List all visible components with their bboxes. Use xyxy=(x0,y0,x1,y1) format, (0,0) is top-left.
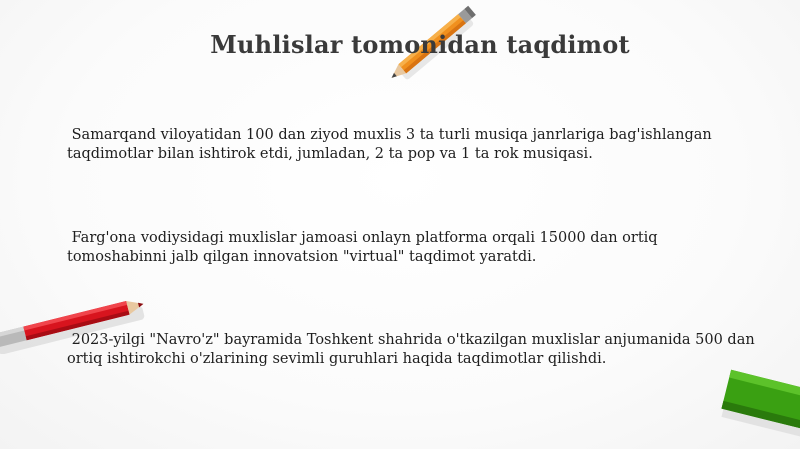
paragraph-fargona: Farg'ona vodiysidagi muxlislar jamoasi onlayn platforma orqali 15000 dan ortiq tomoshabinni jalb qilgan innovatsion "virtual" taqdimot yaratdi. xyxy=(67,230,663,265)
green-eraser-icon xyxy=(716,368,800,438)
paragraph-navroz: 2023-yilgi "Navro'z" bayramida Toshkent shahrida o'tkazilgan muxlislar anjumanida 500 dan ortiq ishtirokchi o'zlarining sevimli guruhlari haqida taqdimotlar qilishdi. xyxy=(67,332,760,367)
paragraph-samarqand: Samarqand viloyatidan 100 dan ziyod muxlis 3 ta turli musiqa janrlariga bag'ishlangan taqdimotlar bilan ishtirok etdi, jumladan, 2 ta pop va 1 ta rok musiqasi. xyxy=(67,127,717,162)
slide-title: Muhlislar tomonidan taqdimot xyxy=(210,30,630,59)
